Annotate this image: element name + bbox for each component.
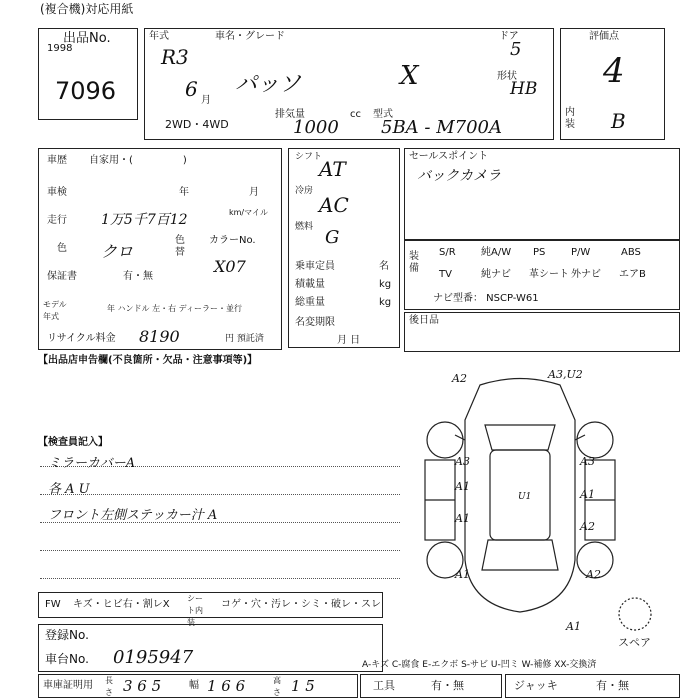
color-change-label: 色替	[175, 235, 185, 258]
equip-item: P/W	[571, 247, 591, 258]
fuel-value: G	[325, 227, 340, 248]
load-unit: kg	[379, 279, 392, 290]
equip-item: 外ナビ	[571, 269, 601, 280]
drive-label: 2WD・4WD	[165, 118, 229, 131]
equipment-label: 装備	[409, 251, 419, 274]
model-label: 型式	[373, 109, 393, 120]
year-month-unit: 月	[201, 95, 211, 106]
inspector-line: ミラーカバーA	[48, 456, 136, 471]
fw-label: FW	[45, 599, 61, 610]
chassis-label: 車台No.	[45, 652, 89, 666]
damage-mark: A1	[580, 488, 595, 501]
recycle-label: リサイクル料金	[47, 333, 116, 344]
tools-label: 工具	[373, 679, 395, 692]
damage-mark: A3,U2	[548, 368, 583, 381]
length-label: 長さ	[105, 676, 113, 697]
mileage-value: 1万5千7百12	[101, 212, 188, 228]
displacement-label: 排気量	[275, 109, 305, 120]
year-era: R3	[161, 45, 189, 69]
damage-mark: A1	[455, 568, 470, 581]
form-header: (複合機)対応用紙	[40, 2, 134, 16]
length-value: 3 6 5	[123, 677, 162, 695]
inspector-label: 【検査員記入】	[38, 437, 108, 448]
registration-label: 登録No.	[45, 628, 89, 642]
car-label: 車名・グレード	[215, 31, 285, 42]
jack-label: ジャッキ	[514, 679, 558, 692]
lot-year-stamp: 1998	[47, 43, 73, 54]
jack-options: 有・無	[596, 679, 629, 692]
inspector-line: 各 A U	[48, 482, 90, 497]
damage-mark: A2	[580, 520, 595, 533]
fw-options: キズ・ヒビ右・割レX	[73, 599, 170, 610]
color-code-label: カラーNo.	[209, 235, 256, 246]
fuel-label: 燃料	[295, 222, 314, 232]
equip-item: S/R	[439, 247, 456, 258]
mileage-unit: km/マイル	[229, 208, 268, 217]
equip-item: PS	[533, 247, 546, 258]
chassis-value: 0195947	[113, 647, 194, 668]
year-label: 年式	[149, 31, 169, 42]
gross-label: 総重量	[295, 297, 325, 308]
color-code: X07	[214, 257, 246, 276]
mileage-label: 走行	[47, 215, 67, 226]
equip-item: 純ナビ	[481, 269, 511, 280]
inspection-year: 年	[179, 187, 189, 198]
car-name: パッソ	[235, 72, 302, 97]
damage-mark: A2	[586, 568, 601, 581]
name-change-label: 名変期限	[295, 317, 335, 328]
body-value: HB	[510, 79, 538, 99]
width-value: 1 6 6	[207, 677, 246, 695]
ac-label: 冷房	[295, 186, 314, 196]
seat-label: シート内装	[187, 594, 203, 627]
history-label: 車歴	[47, 155, 67, 166]
equip-item: エアB	[619, 269, 646, 280]
lot-number: 7096	[55, 77, 117, 105]
damage-mark: A1	[455, 512, 470, 525]
damage-mark: U1	[518, 492, 532, 502]
shift-value: AT	[319, 157, 346, 181]
warranty-label: 保証書	[47, 271, 77, 282]
equip-item: 革シート	[529, 269, 569, 280]
seat-options: コゲ・穴・汚レ・シミ・破レ・スレ	[221, 599, 381, 610]
equip-item: TV	[439, 269, 452, 280]
inspection-label: 車検	[47, 187, 67, 198]
body-label: 形状	[497, 71, 517, 82]
damage-mark: A3	[580, 455, 595, 468]
model-year-label: モデル年式	[43, 300, 67, 321]
tools-options: 有・無	[431, 679, 464, 692]
displacement-value: 1000	[293, 117, 339, 138]
sales-label: セールスポイント	[409, 151, 489, 162]
recycle-unit: 円 預託済	[225, 334, 264, 344]
score-value: 4	[603, 51, 625, 91]
load-label: 積載量	[295, 279, 325, 290]
width-label: 幅	[189, 680, 199, 691]
gross-unit: kg	[379, 297, 392, 308]
height-label: 高さ	[273, 676, 281, 697]
damage-mark: A1	[455, 480, 470, 493]
color-label: 色	[57, 243, 67, 254]
recycle-value: 8190	[139, 327, 180, 346]
spare-label: スペア	[618, 636, 651, 649]
doors-label: ドア	[499, 31, 519, 42]
height-value: 1 5	[291, 677, 315, 695]
rear-label: 後日品	[409, 315, 439, 326]
model-year-field: 年 ハンドル 左・右 ディーラー・並行	[107, 304, 242, 313]
damage-mark: A2	[452, 372, 467, 385]
model-value: 5BA - M700A	[381, 117, 502, 138]
ac-value: AC	[319, 193, 349, 217]
history-options: 自家用・( )	[89, 155, 187, 166]
inspection-month: 月	[249, 187, 259, 198]
interior-label: 内装	[565, 107, 575, 130]
cert-label: 車庫証明用	[43, 680, 93, 691]
sales-value: バックカメラ	[417, 168, 501, 184]
year-month: 6	[185, 77, 198, 101]
equip-item: 純A/W	[481, 247, 512, 258]
doors-value: 5	[510, 39, 522, 60]
legend-text: A-キズ C-腐食 E-エクボ S-サビ U-凹ミ W-補修 XX-交換済	[362, 660, 597, 670]
capacity-unit: 名	[379, 261, 389, 272]
shift-label: シフト	[295, 152, 323, 162]
capacity-label: 乗車定員	[295, 261, 335, 272]
damage-mark: A3	[455, 455, 470, 468]
lot-label: 出品No.	[63, 31, 111, 46]
color-value: クロ	[101, 242, 134, 261]
warranty-options: 有・無	[123, 271, 153, 282]
notes-label: 【出品店申告欄(不良箇所・欠品・注意事項等)】	[38, 355, 258, 366]
displacement-unit: cc	[350, 109, 361, 120]
equip-item: ABS	[621, 247, 641, 258]
car-grade: X	[400, 61, 419, 91]
navi-model: ナビ型番： NSCP-W61	[433, 293, 539, 304]
interior-value: B	[611, 109, 626, 133]
name-change-unit: 月 日	[337, 335, 361, 346]
score-label: 評価点	[589, 31, 619, 42]
inspector-line: フロント左側ステッカー汁 A	[48, 508, 218, 523]
damage-mark: A1	[566, 620, 581, 633]
